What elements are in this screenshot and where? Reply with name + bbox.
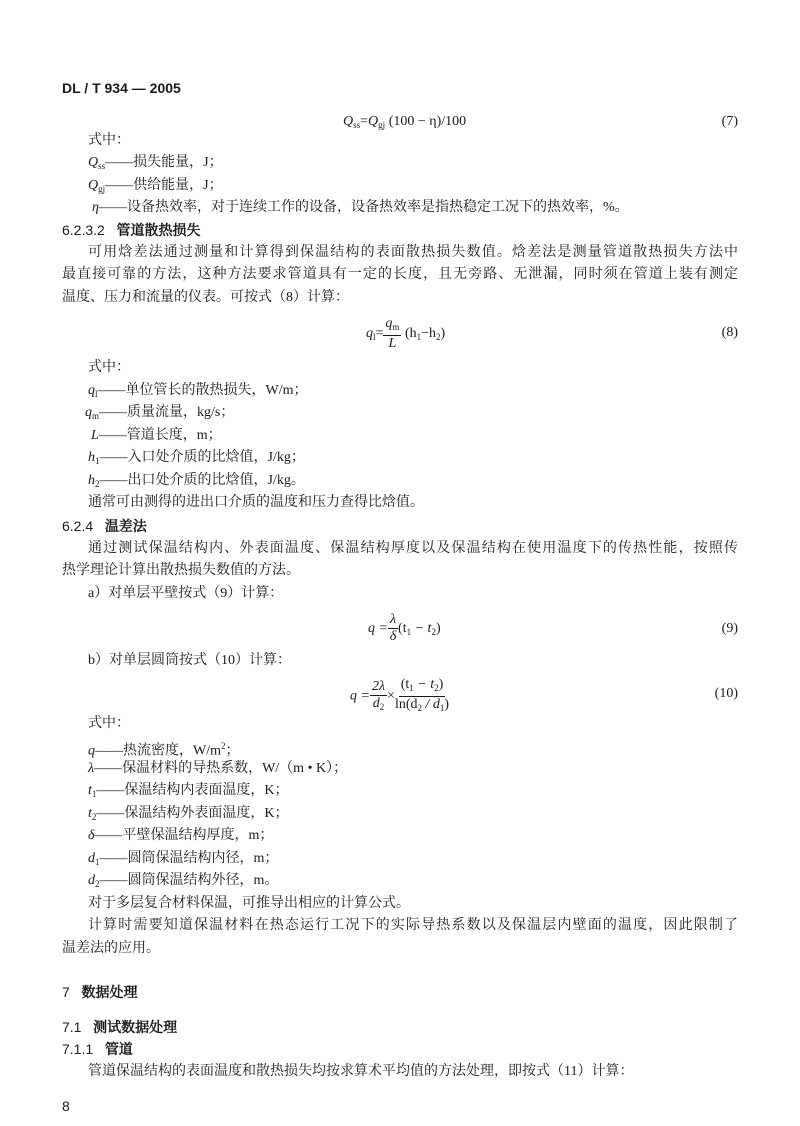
text-fragment: ln(d	[394, 697, 418, 712]
text-fragment: 6.2.4	[62, 518, 94, 534]
eq-symbol: Q	[368, 114, 379, 129]
equation-10	[350, 677, 449, 716]
text-fragment: λ	[389, 612, 397, 628]
text-fragment: l	[373, 332, 376, 343]
text-fragment: ——损失能量，J；	[105, 155, 223, 170]
eq-subscript: gj	[378, 120, 386, 130]
where-label: 式中：	[88, 716, 130, 731]
text-fragment: (h	[404, 326, 417, 342]
text-fragment: − t	[411, 621, 432, 636]
equation-number-8: (8)	[721, 325, 738, 340]
text-fragment: ——圆筒保温结构外径，m。	[99, 873, 279, 888]
text-fragment: 7.1.1	[62, 1041, 94, 1057]
text-fragment: 1	[406, 627, 412, 637]
definition-item	[92, 198, 629, 218]
text-fragment: )	[435, 621, 441, 636]
text-fragment: (t	[398, 621, 407, 636]
text-fragment: gj	[98, 184, 106, 194]
text-fragment: )	[444, 697, 450, 712]
text-fragment: t	[88, 783, 92, 798]
text-fragment: L	[388, 336, 397, 351]
fraction	[383, 316, 401, 352]
fraction	[370, 679, 387, 715]
where-label: 式中：	[88, 133, 130, 148]
text-fragment: 1	[439, 703, 445, 713]
text-fragment: 温差法	[104, 518, 147, 534]
text-fragment: q	[85, 405, 92, 420]
text-fragment: 2	[434, 683, 439, 693]
text-fragment: 管道	[104, 1041, 133, 1057]
text-fragment: q =	[350, 688, 370, 704]
text-fragment: 1	[91, 789, 97, 799]
text-fragment: 1	[95, 456, 100, 466]
definition-item	[91, 426, 222, 446]
paragraph-line: 计算时需要知道保温材料在热态运行工况下的实际导热系数以及保温层内壁面的温度，因此限制了	[88, 918, 738, 933]
equation-number-7: (7)	[721, 114, 738, 129]
definition-item	[88, 804, 289, 827]
text-fragment: ；	[225, 743, 240, 759]
fraction	[399, 677, 446, 697]
text-fragment: 7	[62, 984, 70, 1000]
text-fragment: ——圆筒保温结构内径，m；	[99, 851, 279, 866]
text-fragment: 2	[417, 703, 422, 713]
note: 通常可由测得的进出口介质的温度和压力查得比焓值。	[88, 495, 424, 510]
text-fragment: h	[88, 450, 95, 465]
text-fragment: d	[372, 695, 380, 711]
text-fragment: ——出口处介质的比焓值，J/kg。	[99, 473, 305, 488]
text-fragment: 2	[91, 812, 97, 822]
paragraph-line: 最直接可靠的方法，这种方法要求管道具有一定的长度，且无旁路、无泄漏，同时须在管道上装有测定	[62, 267, 738, 282]
text-fragment: ——热流密度，W/m	[95, 743, 221, 759]
text-fragment: ×	[387, 688, 395, 704]
text-fragment: 2	[436, 332, 441, 343]
text-fragment: δ	[88, 828, 95, 843]
list-item-b: b）对单层圆筒按式（10）计算：	[88, 653, 291, 668]
text-fragment: h	[88, 473, 95, 488]
paragraph-line: 温度、压力和流量的仪表。可按式（8）计算：	[62, 290, 349, 305]
text-fragment: 2	[221, 741, 226, 751]
fraction	[395, 677, 449, 716]
text-fragment: q =	[368, 621, 388, 636]
text-fragment: 1	[95, 857, 100, 867]
section-heading-7-1	[62, 1017, 177, 1037]
document-header: DL / T 934 — 2005	[62, 80, 181, 96]
text-fragment: q	[88, 383, 95, 398]
fraction	[373, 696, 385, 715]
text-fragment: d	[88, 873, 95, 888]
text-fragment: )	[438, 677, 444, 692]
definition-item	[88, 781, 289, 804]
text-fragment: ——质量流量，kg/s；	[99, 405, 235, 420]
paragraph-line: 温差法的应用。	[62, 941, 160, 956]
equation-7	[343, 112, 466, 135]
equation-number-9: (9)	[721, 621, 738, 636]
text-fragment: ——单位管长的散热损失，W/m；	[97, 383, 308, 398]
list-item-a: a）对单层平壁按式（9）计算：	[88, 586, 284, 601]
fraction	[388, 612, 398, 645]
definition-item	[88, 871, 278, 894]
text-fragment: Q	[88, 155, 99, 170]
text-fragment: ——平壁保温结构厚度，m；	[94, 828, 274, 843]
note: 对于多层复合材料保温，可推导出相应的计算公式。	[88, 896, 410, 911]
section-heading-6-2-4	[62, 516, 147, 536]
text-fragment: δ	[389, 629, 397, 645]
text-fragment: / d	[422, 697, 440, 712]
page-number: 8	[62, 1098, 70, 1114]
text-fragment: q	[366, 326, 373, 342]
eq-expression: (100 − η)/100	[385, 114, 467, 129]
text-fragment: η	[92, 200, 99, 215]
text-fragment: 2	[95, 879, 100, 889]
paragraph-line: 热学理论计算出散热损失数值的方法。	[62, 563, 300, 578]
definition-item	[88, 448, 305, 471]
text-fragment: ——入口处介质的比焓值，J/kg；	[99, 450, 305, 465]
text-fragment: 6.2.3.2	[62, 222, 105, 238]
text-fragment: λ	[88, 761, 95, 776]
paragraph-line: 可用焓差法通过测量和计算得到保温结构的表面散热损失数值。焓差法是测量管道散热损失方法中	[88, 245, 738, 260]
text-fragment: d	[88, 851, 95, 866]
text-fragment: 2	[95, 479, 100, 489]
text-fragment: 2	[379, 701, 385, 712]
fraction	[395, 697, 449, 716]
definition-item	[88, 849, 278, 872]
text-fragment: L	[91, 428, 99, 443]
text-fragment: 1	[416, 332, 422, 343]
text-fragment: ——管道长度，m；	[98, 428, 222, 443]
section-heading-7-1-1	[62, 1039, 133, 1059]
section-heading-7	[62, 982, 137, 1002]
definition-item	[88, 826, 273, 846]
text-fragment: ——保温结构外表面温度，K；	[96, 806, 289, 821]
text-fragment: ——供给能量，J；	[105, 178, 223, 193]
equation-8: $q_l=$ $\frac{q_m}{L}$ $(h_1-h_2)$	[366, 316, 446, 351]
paragraph-line: 通过测试保温结构内、外表面温度、保温结构厚度以及保温结构在使用温度下的传热性能，按照传	[88, 541, 738, 556]
equation-number-10: (10)	[714, 686, 738, 701]
where-label: 式中：	[88, 360, 130, 375]
definition-item	[88, 381, 308, 404]
text-fragment: l	[95, 389, 98, 399]
text-fragment: 测试数据处理	[93, 1019, 178, 1035]
eq-subscript: ss	[353, 120, 361, 130]
text-fragment: − t	[413, 677, 435, 692]
text-fragment: )	[440, 326, 446, 342]
text-fragment: m	[92, 411, 100, 421]
text-fragment: ——保温结构内表面温度，K；	[96, 783, 289, 798]
definition-item	[88, 736, 240, 762]
text-fragment: ——保温材料的导热系数，W/（m • K）；	[94, 761, 348, 776]
text-fragment: q	[88, 743, 95, 759]
equation-9	[368, 612, 441, 649]
fraction	[383, 316, 401, 336]
text-fragment: t	[88, 806, 92, 821]
text-fragment: 2λ	[371, 678, 386, 694]
section-heading-6-2-3-2	[62, 220, 201, 240]
text-fragment: m	[392, 322, 400, 332]
text-fragment: 数据处理	[81, 984, 138, 1000]
text-fragment: 2	[431, 627, 436, 637]
paragraph-line: 管道保温结构的表面温度和散热损失均按求算术平均值的方法处理，即按式（11）计算：	[88, 1064, 634, 1079]
definition-item	[88, 471, 305, 494]
text-fragment: 管道散热损失	[116, 222, 201, 238]
definition-item	[85, 403, 234, 426]
text-fragment: ss	[98, 161, 106, 171]
definition-item	[88, 153, 223, 176]
text-fragment: (t	[400, 677, 410, 692]
text-fragment: 1	[409, 683, 414, 693]
definition-item	[88, 759, 347, 779]
text-fragment: q	[385, 316, 393, 331]
definition-item	[88, 176, 223, 199]
eq-operator: =	[360, 114, 369, 129]
text-fragment: Q	[88, 178, 99, 193]
eq-symbol: Q	[343, 114, 354, 129]
text-fragment: −h	[421, 326, 437, 342]
text-fragment: ——设备热效率，对于连续工作的设备，设备热效率是指热稳定工况下的热效率，%。	[98, 200, 629, 215]
text-fragment: 7.1	[62, 1019, 82, 1035]
